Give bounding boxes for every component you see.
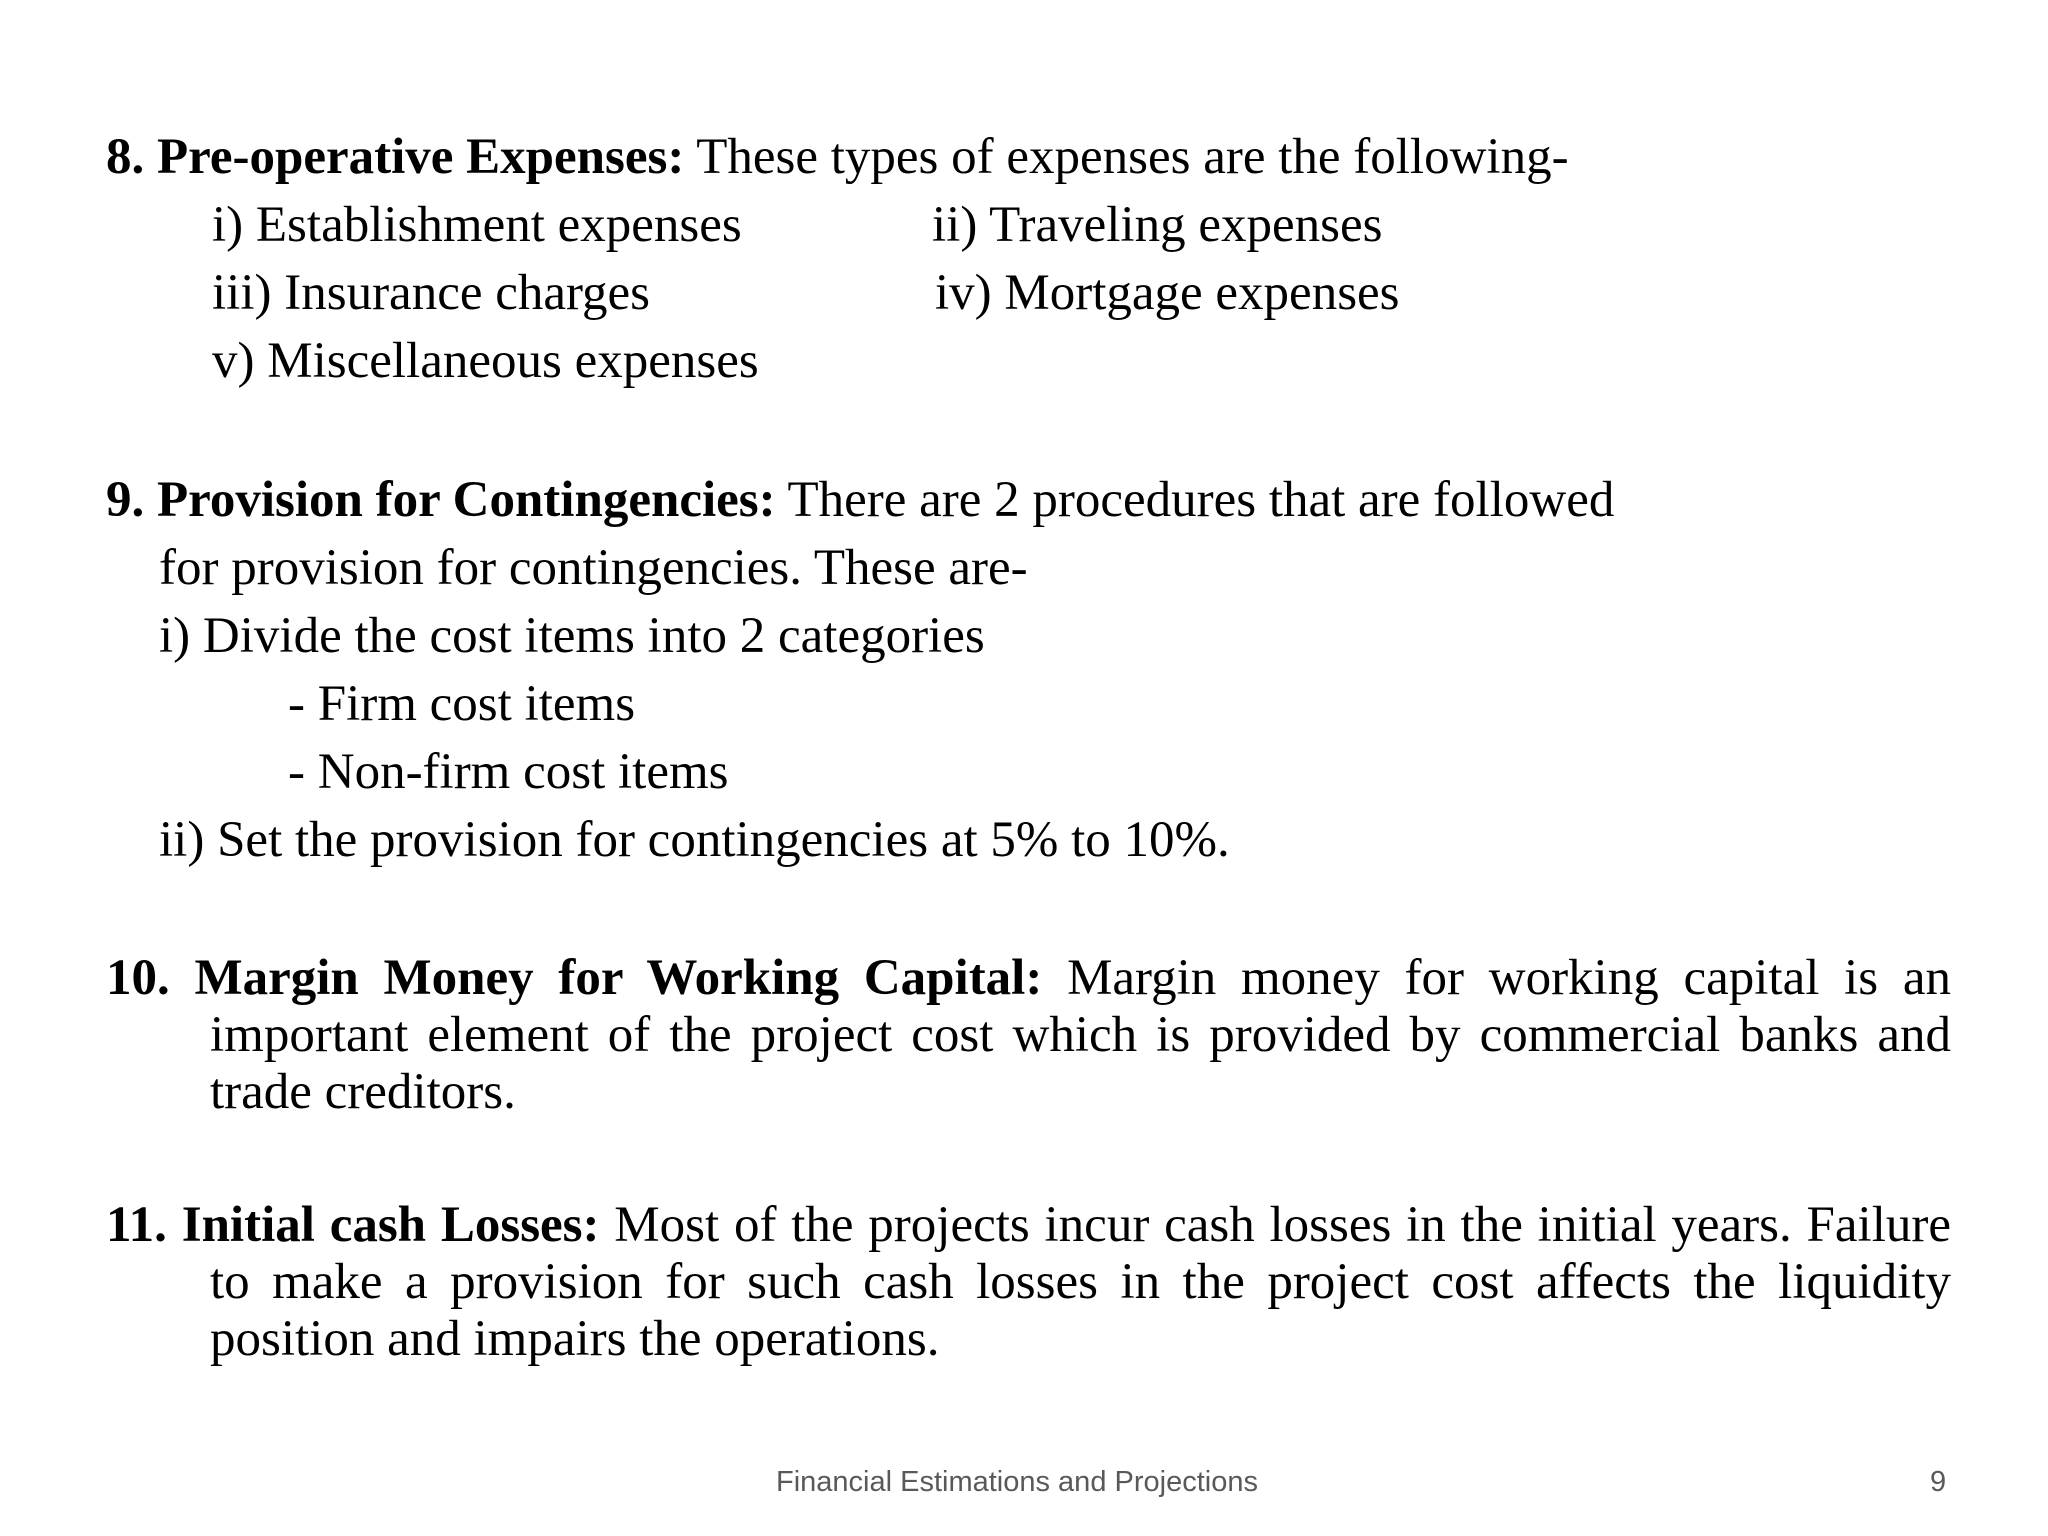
footer-title: Financial Estimations and Projections: [776, 1466, 1258, 1498]
section-11-text: Most of the projects incur cash losses in the initial years. Failure to make a provision for such cash losses in the project cost affects the liquidity position and impairs the operations.: [210, 1197, 1951, 1367]
section-9-item-2: ii) Set the provision for contingencies at 5% to 10%.: [159, 812, 1230, 868]
section-11-heading: 11. Initial cash Losses:: [106, 1197, 600, 1253]
section-8-item-4: iv) Mortgage expenses: [935, 265, 1400, 321]
section-8-line: [106, 127, 1569, 187]
section-8-item-3: iii) Insurance charges: [212, 265, 651, 321]
section-8-heading: 8. Pre-operative Expenses:: [106, 129, 685, 185]
page-number: 9: [1930, 1466, 1947, 1498]
section-9-text: There are 2 procedures that are followed: [775, 472, 1615, 528]
section-8-item-5: v) Miscellaneous expenses: [212, 333, 759, 389]
section-8-item-1: i) Establishment expenses: [212, 197, 742, 253]
section-9-subitem-2: - Non-firm cost items: [288, 744, 729, 800]
section-8-item-2: ii) Traveling expenses: [932, 197, 1383, 253]
section-8-text: These types of expenses are the following-: [684, 129, 1569, 185]
section-9-subitem-1: - Firm cost items: [288, 676, 636, 732]
section-10-heading: 10. Margin Money for Working Capital:: [106, 950, 1043, 1006]
section-11-paragraph: [106, 1197, 1951, 1368]
section-10-text: Margin money for working capital is an important element of the project cost which is provided by commercial banks and trade creditors.: [210, 950, 1951, 1120]
section-9-line: [106, 470, 1614, 530]
section-9-heading: 9. Provision for Contingencies:: [106, 472, 776, 528]
section-9-item-1: i) Divide the cost items into 2 categories: [159, 608, 985, 664]
section-10-paragraph: [106, 950, 1951, 1121]
section-9-text-continued: for provision for contingencies. These are-: [159, 540, 1028, 596]
